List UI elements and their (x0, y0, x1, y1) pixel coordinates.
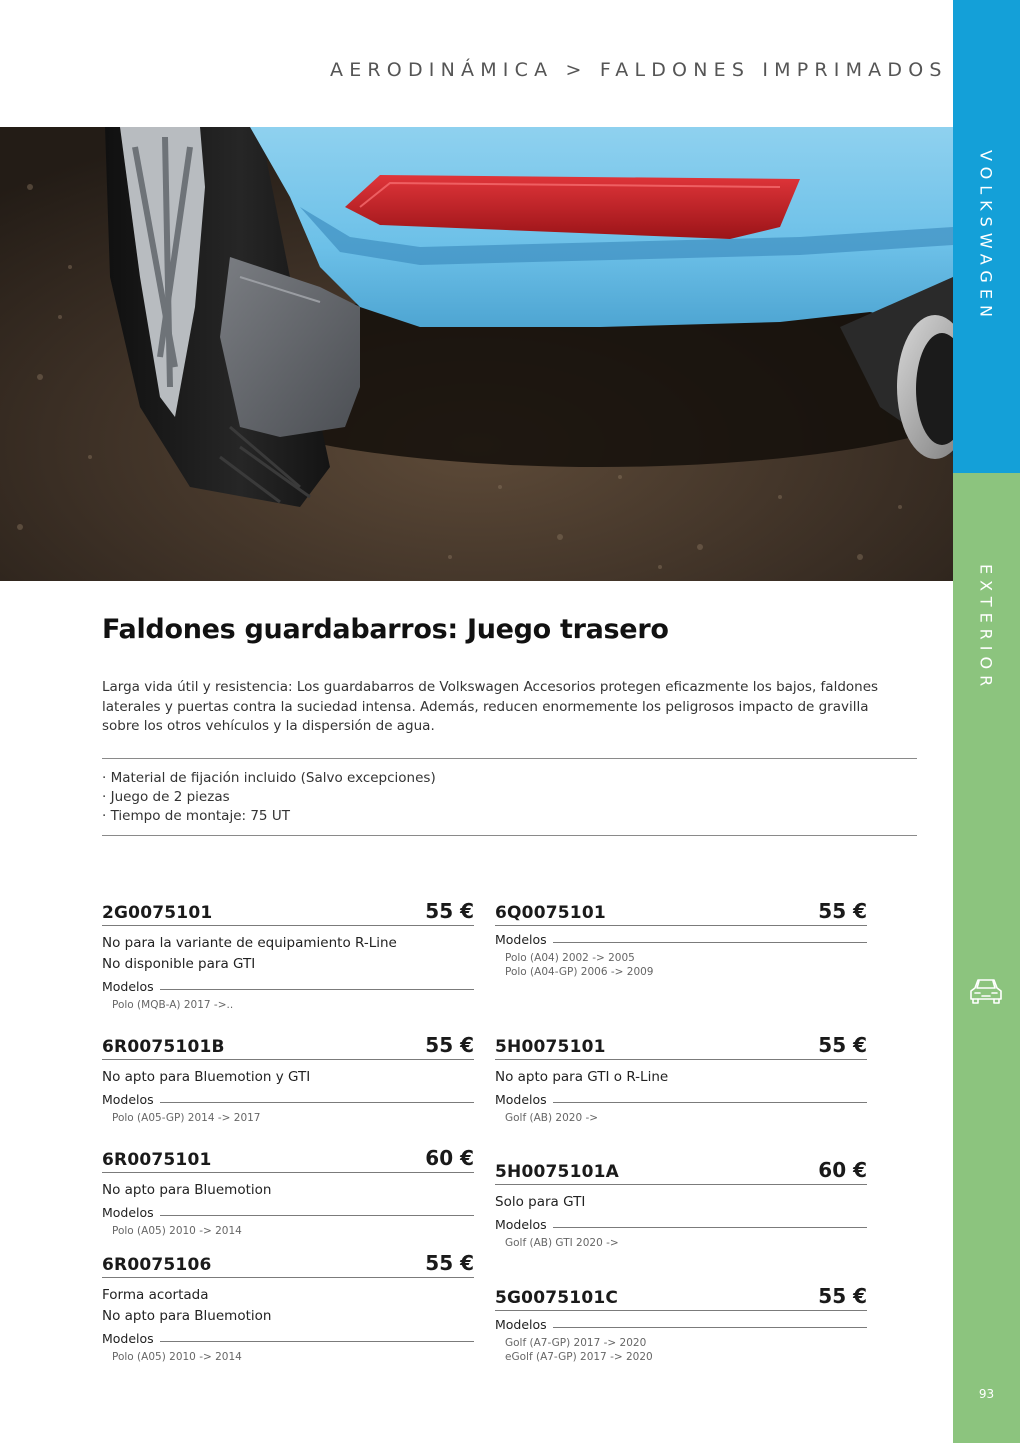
product-note: No apto para Bluemotion (102, 1182, 272, 1198)
models-label: Modelos (102, 1092, 154, 1107)
models-heading (495, 1092, 867, 1107)
product-header (102, 1251, 474, 1278)
product-notes (102, 1067, 474, 1088)
product-price: 60 € (818, 1158, 867, 1182)
model-item: eGolf (A7-GP) 2017 -> 2020 (505, 1351, 653, 1363)
product-code: 5G0075101C (495, 1288, 619, 1308)
feature-item: · Material de fijación incluido (Salvo excepciones) (102, 769, 436, 788)
page-title: Faldones guardabarros: Juego trasero (102, 614, 669, 645)
models-heading (495, 1317, 867, 1332)
product-notes (102, 1180, 474, 1201)
models-label: Modelos (495, 932, 547, 947)
product-code: 5H0075101 (495, 1037, 606, 1057)
product-price: 55 € (425, 899, 474, 923)
product-card (102, 899, 474, 1012)
compatible-models (102, 998, 474, 1012)
product-card (495, 899, 867, 979)
product-price: 55 € (818, 1284, 867, 1308)
product-note: No para la variante de equipamiento R-Line (102, 935, 397, 951)
product-card (495, 1033, 867, 1125)
product-header (495, 899, 867, 926)
brand-label: VOLKSWAGEN (976, 150, 996, 323)
compatible-models (495, 1236, 867, 1250)
models-heading (102, 1205, 474, 1220)
models-heading (102, 1331, 474, 1346)
product-header (102, 899, 474, 926)
product-code: 6R0075106 (102, 1255, 212, 1275)
models-label: Modelos (102, 979, 154, 994)
model-item: Golf (AB) 2020 -> (505, 1112, 599, 1124)
product-note: Solo para GTI (495, 1194, 586, 1210)
product-card (102, 1033, 474, 1125)
product-header (495, 1033, 867, 1060)
models-heading (102, 979, 474, 994)
description: Larga vida útil y resistencia: Los guardabarros de Volkswagen Accesorios protegen eficazmente los bajos, faldones laterales y puertas contra la suciedad intensa. Además, reducen enormemente los peligrosos impacto de gravilla sobre los otros vehículos y la dispersión de agua. (102, 679, 879, 734)
product-price: 60 € (425, 1146, 474, 1170)
product-price: 55 € (425, 1251, 474, 1275)
product-price: 55 € (818, 1033, 867, 1057)
product-code: 6R0075101B (102, 1037, 225, 1057)
section-label: EXTERIOR (976, 564, 996, 693)
compatible-models (102, 1224, 474, 1238)
model-item: Golf (A7-GP) 2017 -> 2020 (505, 1337, 647, 1349)
product-note: No apto para Bluemotion y GTI (102, 1069, 311, 1085)
product-code: 5H0075101A (495, 1162, 620, 1182)
product-header (102, 1146, 474, 1173)
product-notes (495, 1192, 867, 1213)
feature-list (102, 769, 436, 827)
models-label: Modelos (102, 1331, 154, 1346)
product-header (102, 1033, 474, 1060)
page-number: 93 (978, 1387, 995, 1401)
feature-item: · Tiempo de montaje: 75 UT (102, 807, 436, 826)
product-card (495, 1284, 867, 1364)
product-price: 55 € (425, 1033, 474, 1057)
product-note: No apto para GTI o R-Line (495, 1069, 669, 1085)
product-note: No apto para Bluemotion (102, 1308, 272, 1324)
product-card (102, 1251, 474, 1364)
product-notes (102, 1285, 474, 1327)
model-item: Golf (AB) GTI 2020 -> (505, 1237, 619, 1249)
model-item: Polo (A04-GP) 2006 -> 2009 (505, 966, 654, 978)
product-note: Forma acortada (102, 1287, 209, 1303)
model-item: Polo (A05-GP) 2014 -> 2017 (112, 1112, 261, 1124)
models-heading (102, 1092, 474, 1107)
mudflap-photo (0, 127, 953, 581)
product-card (495, 1158, 867, 1250)
hero-image (0, 127, 953, 581)
brand-band (953, 0, 1020, 473)
sidebar (953, 0, 1020, 1443)
feature-item: · Juego de 2 piezas (102, 788, 436, 807)
models-label: Modelos (495, 1317, 547, 1332)
breadcrumb: AERODINÁMICA > FALDONES IMPRIMADOS (330, 59, 948, 81)
models-label: Modelos (102, 1205, 154, 1220)
model-item: Polo (MQB-A) 2017 ->.. (112, 999, 234, 1011)
product-notes (495, 1067, 867, 1088)
models-label: Modelos (495, 1217, 547, 1232)
car-icon (967, 971, 1005, 1011)
compatible-models (102, 1111, 474, 1125)
product-price: 55 € (818, 899, 867, 923)
compatible-models (495, 1336, 867, 1364)
model-item: Polo (A04) 2002 -> 2005 (505, 952, 635, 964)
product-note: No disponible para GTI (102, 956, 256, 972)
models-heading (495, 1217, 867, 1232)
compatible-models (495, 1111, 867, 1125)
product-header (495, 1158, 867, 1185)
divider (102, 835, 917, 836)
section-band (953, 473, 1020, 1443)
models-heading (495, 932, 867, 947)
product-notes (102, 933, 474, 975)
divider (102, 758, 917, 759)
compatible-models (495, 951, 867, 979)
product-code: 6Q0075101 (495, 903, 606, 923)
compatible-models (102, 1350, 474, 1364)
product-code: 6R0075101 (102, 1150, 212, 1170)
model-item: Polo (A05) 2010 -> 2014 (112, 1225, 242, 1237)
product-code: 2G0075101 (102, 903, 213, 923)
models-label: Modelos (495, 1092, 547, 1107)
product-header (495, 1284, 867, 1311)
model-item: Polo (A05) 2010 -> 2014 (112, 1351, 242, 1363)
product-card (102, 1146, 474, 1238)
